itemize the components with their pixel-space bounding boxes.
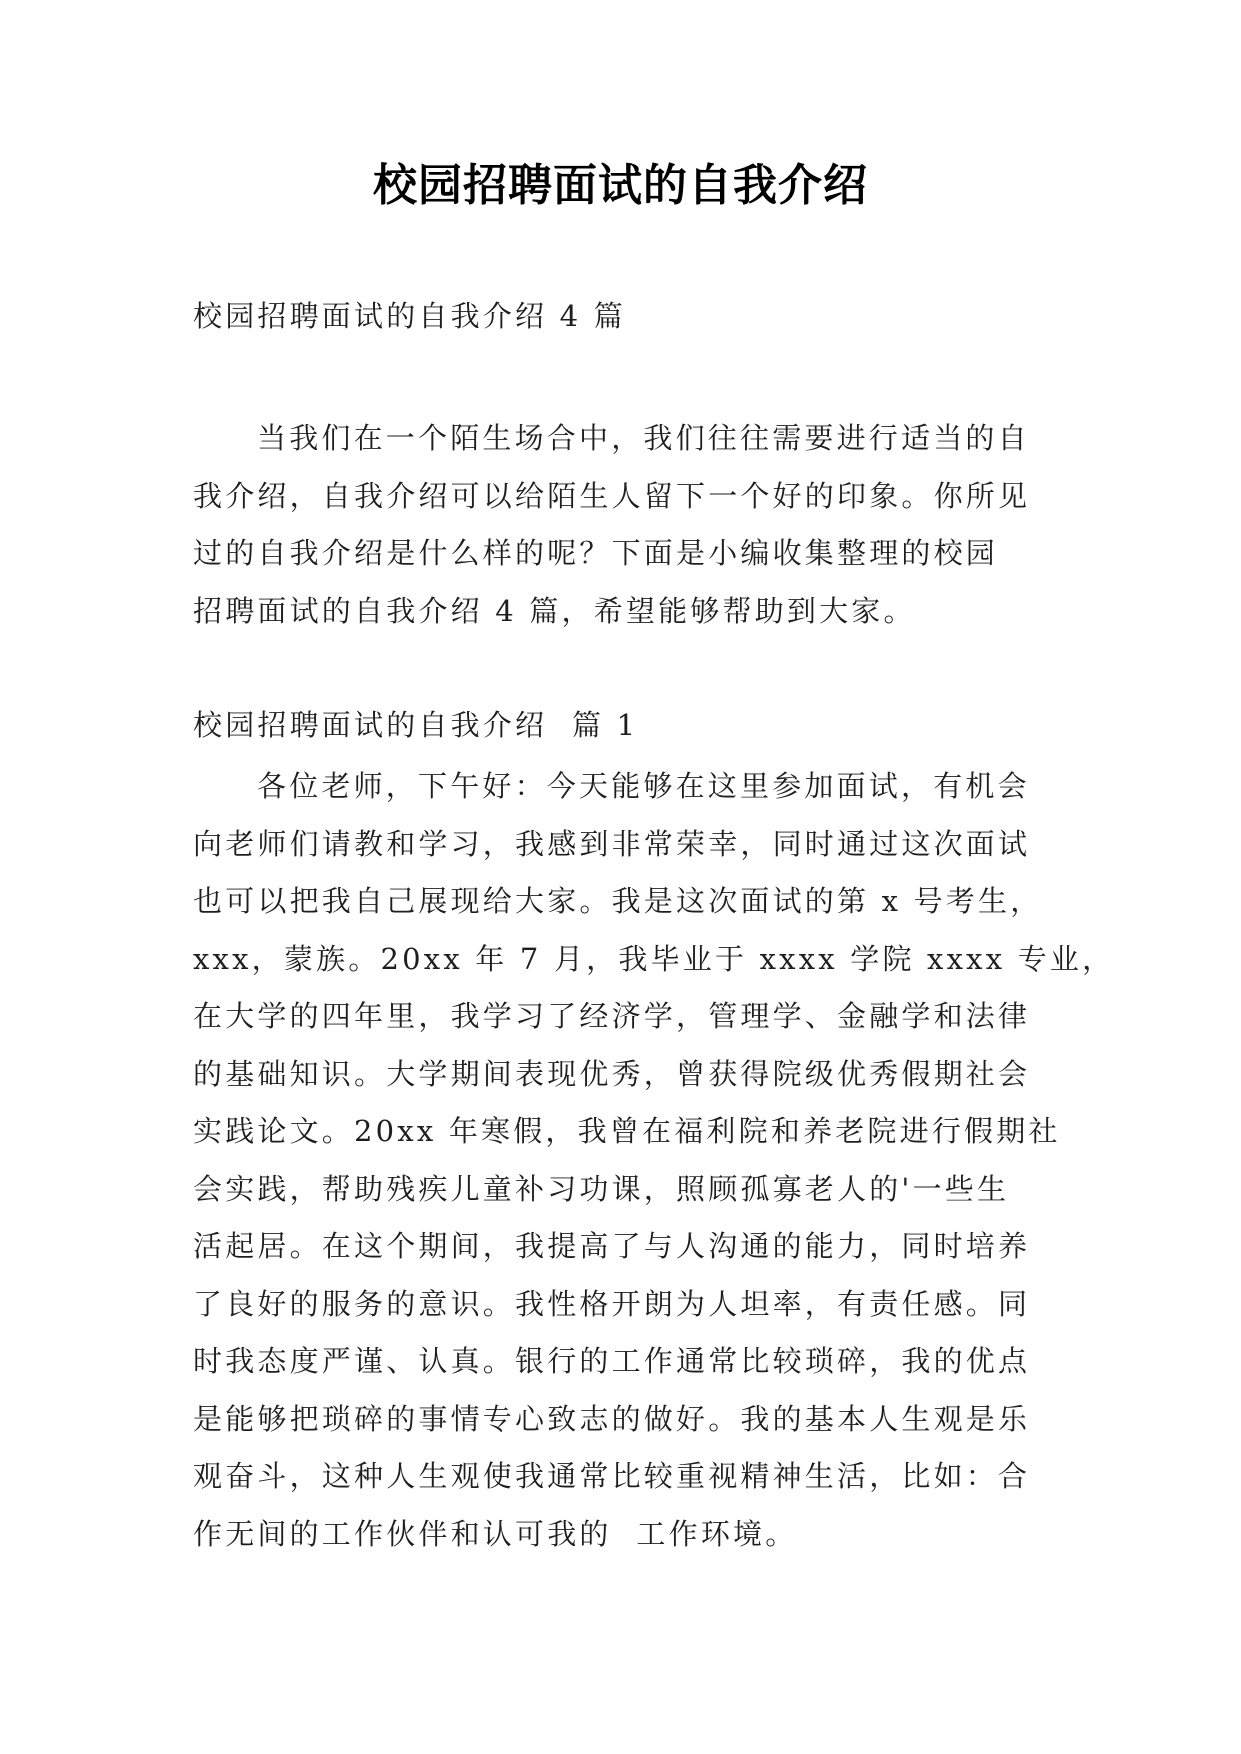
section-line: 的基础知识。大学期间表现优秀，曾获得院级优秀假期社会 [193, 1056, 1031, 1091]
section-line: 实践论文。20xx 年寒假，我曾在福利院和养老院进行假期社 [193, 1114, 1061, 1148]
intro-line: 当我们在一个陌生场合中，我们往往需要进行适当的自 [257, 421, 1030, 455]
section-line: 会实践，帮助残疾儿童补习功课，照顾孤寡老人的'一些生 [193, 1171, 1010, 1206]
section-paragraph [193, 758, 1115, 1563]
intro-paragraph [193, 410, 1055, 640]
section-line: 向老师们请教和学习，我感到非常荣幸，同时通过这次面试 [193, 826, 1031, 861]
section-heading: 校园招聘面试的自我介绍 篇 1 [193, 708, 639, 742]
document-subtitle: 校园招聘面试的自我介绍 4 篇 [193, 299, 626, 333]
section-line: 作无间的工作伙伴和认可我的 工作环境。 [193, 1516, 798, 1551]
section-line: 观奋斗，这种人生观使我通常比较重视精神生活，比如：合 [193, 1459, 1031, 1493]
intro-line: 过的自我介绍是什么样的呢？下面是小编收集整理的校园 [193, 536, 999, 570]
section-line: 在大学的四年里，我学习了经济学，管理学、金融学和法律 [193, 999, 1031, 1033]
intro-line: 我介绍，自我介绍可以给陌生人留下一个好的印象。你所见 [193, 478, 1031, 513]
section-line: 时我态度严谨、认真。银行的工作通常比较琐碎，我的优点 [193, 1344, 1031, 1378]
section-line: 也可以把我自己展现给大家。我是这次面试的第 x 号考生， [193, 884, 1043, 918]
section-line: xxx，蒙族。20xx 年 7 月，我毕业于 xxxx 学院 xxxx 专业， [193, 941, 1115, 976]
section-line: 是能够把琐碎的事情专心致志的做好。我的基本人生观是乐 [193, 1401, 1031, 1436]
section-line: 了良好的服务的意识。我性格开朗为人坦率，有责任感。同 [193, 1286, 1031, 1321]
document-title: 校园招聘面试的自我介绍 [373, 160, 868, 211]
intro-line: 招聘面试的自我介绍 4 篇，希望能够帮助到大家。 [193, 593, 916, 628]
section-line: 活起居。在这个期间，我提高了与人沟通的能力，同时培养 [193, 1229, 1031, 1263]
section-line: 各位老师，下午好：今天能够在这里参加面试，有机会 [257, 769, 1030, 803]
